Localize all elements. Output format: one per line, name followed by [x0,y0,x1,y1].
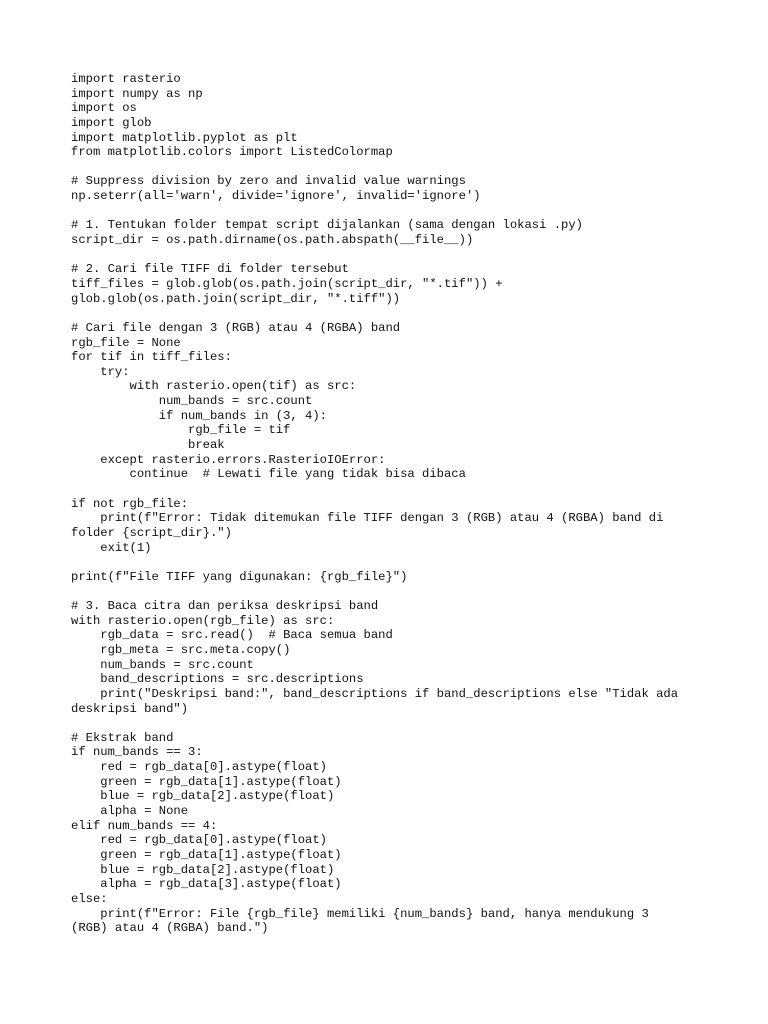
code-line: # Ekstrak band [71,730,174,745]
code-line: break [71,438,225,453]
code-line: except rasterio.errors.RasterioIOError: [71,452,386,467]
code-line: else: [71,891,108,906]
code-line: from matplotlib.colors import ListedColormap [71,145,393,160]
code-line: rgb_meta = src.meta.copy() [71,642,291,657]
code-line: num_bands = src.count [71,394,313,409]
code-line: blue = rgb_data[2].astype(float) [71,862,335,877]
code-line: import matplotlib.pyplot as plt [71,130,298,145]
code-line: print(f"Error: Tidak ditemukan file TIFF dengan 3 (RGB) atau 4 (RGBA) band di [71,511,664,526]
code-line: try: [71,364,130,379]
blank-line [71,555,711,570]
code-line: blue = rgb_data[2].astype(float) [71,789,335,804]
code-line: # Cari file dengan 3 (RGB) atau 4 (RGBA) band [71,320,401,335]
code-line: alpha = None [71,804,189,819]
code-line: # 2. Cari file TIFF di folder tersebut [71,262,349,277]
code-line: script_dir = os.path.dirname(os.path.abspath(__file__)) [71,233,474,248]
blank-line [71,204,711,219]
code-line: green = rgb_data[1].astype(float) [71,774,342,789]
code-line: if num_bands in (3, 4): [71,408,327,423]
code-line: deskripsi band") [71,701,189,716]
code-line: print(f"Error: File {rgb_file} memiliki {num_bands} band, hanya mendukung 3 [71,906,649,921]
code-line: glob.glob(os.path.join(script_dir, "*.tiff")) [71,291,401,306]
code-line: rgb_data = src.read() # Baca semua band [71,628,393,643]
code-line: folder {script_dir}.") [71,525,232,540]
code-line: import rasterio [71,72,181,86]
code-line: band_descriptions = src.descriptions [71,672,364,687]
code-line: # 3. Baca citra dan periksa deskripsi band [71,599,379,614]
code-line: # Suppress division by zero and invalid value warnings [71,174,466,189]
code-line: np.seterr(all='warn', divide='ignore', invalid='ignore') [71,189,481,204]
code-line: with rasterio.open(rgb_file) as src: [71,613,335,628]
code-line: (RGB) atau 4 (RGBA) band.") [71,921,269,936]
code-line: print(f"File TIFF yang digunakan: {rgb_file}") [71,569,408,584]
code-line: alpha = rgb_data[3].astype(float) [71,877,342,892]
code-line: rgb_file = tif [71,423,291,438]
blank-line [71,716,711,731]
code-line: exit(1) [71,540,152,555]
code-line: import os [71,101,137,116]
code-line: red = rgb_data[0].astype(float) [71,760,327,775]
code-line: print("Deskripsi band:", band_descriptions if band_descriptions else "Tidak ada [71,686,679,701]
code-line: tiff_files = glob.glob(os.path.join(script_dir, "*.tif")) + [71,276,503,291]
code-line: import glob [71,115,152,130]
code-line: import numpy as np [71,86,203,101]
code-block [71,72,711,936]
blank-line [71,306,711,321]
blank-line [71,248,711,263]
code-line: # 1. Tentukan folder tempat script dijalankan (sama dengan lokasi .py) [71,218,583,233]
code-line: elif num_bands == 4: [71,818,218,833]
code-line: if not rgb_file: [71,496,189,511]
code-line: rgb_file = None [71,335,181,350]
code-line: red = rgb_data[0].astype(float) [71,833,327,848]
code-line: continue # Lewati file yang tidak bisa dibaca [71,467,466,482]
blank-line [71,482,711,497]
blank-line [71,160,711,175]
code-line: for tif in tiff_files: [71,350,232,365]
code-line: green = rgb_data[1].astype(float) [71,847,342,862]
code-line: num_bands = src.count [71,657,254,672]
code-line: with rasterio.open(tif) as src: [71,379,357,394]
blank-line [71,584,711,599]
code-line: if num_bands == 3: [71,745,203,760]
